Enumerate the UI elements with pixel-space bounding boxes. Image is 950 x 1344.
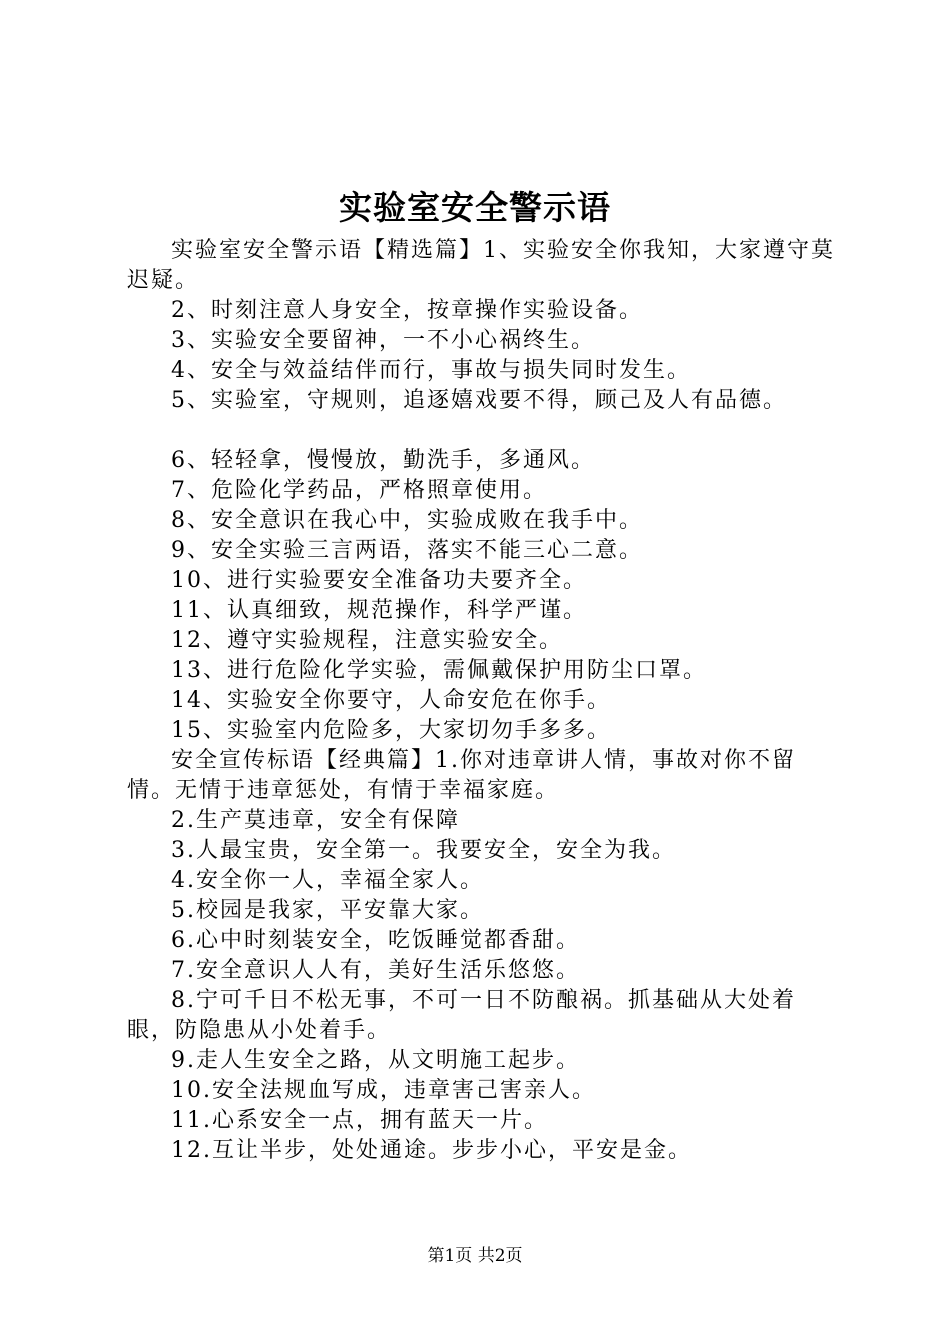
- document-title: 实验室安全警示语: [339, 188, 611, 227]
- paragraph-5: 5、实验室，守规则，追逐嬉戏要不得，顾己及人有品德。: [171, 388, 787, 413]
- paragraph-11: 11、认真细致，规范操作，科学严谨。: [171, 598, 587, 623]
- paragraph-14: 14、实验安全你要守，人命安危在你手。: [171, 688, 611, 713]
- paragraph-26: 11.心系安全一点，拥有蓝天一片。: [171, 1108, 548, 1133]
- paragraph-15: 15、实验室内危险多，大家切勿手多多。: [171, 718, 611, 743]
- paragraph-2: 2、时刻注意人身安全，按章操作实验设备。: [171, 298, 643, 323]
- paragraph-18: 3.人最宝贵，安全第一。我要安全，安全为我。: [171, 838, 676, 863]
- paragraph-27: 12.互让半步，处处通途。步步小心，平安是金。: [171, 1138, 692, 1163]
- paragraph-24: 9.走人生安全之路，从文明施工起步。: [171, 1048, 580, 1073]
- paragraph-3: 3、实验安全要留神，一不小心祸终生。: [171, 328, 595, 353]
- paragraph-21: 6.心中时刻装安全，吃饭睡觉都香甜。: [171, 928, 580, 953]
- paragraph-13: 13、进行危险化学实验，需佩戴保护用防尘口罩。: [171, 658, 707, 683]
- paragraph-10: 10、进行实验要安全准备功夫要齐全。: [171, 568, 587, 593]
- paragraph-22: 7.安全意识人人有，美好生活乐悠悠。: [171, 958, 580, 983]
- document-body: [127, 236, 837, 1166]
- paragraph-9: 9、安全实验三言两语，落实不能三心二意。: [171, 538, 643, 563]
- paragraph-4: 4、安全与效益结伴而行，事故与损失同时发生。: [171, 358, 691, 383]
- paragraph-1: 实验室安全警示语【精选篇】1、实验安全你我知，大家遵守莫迟疑。: [127, 238, 835, 293]
- paragraph-16: 安全宣传标语【经典篇】1.你对违章讲人情，事故对你不留情。无情于违章惩处，有情于幸福家庭。: [127, 748, 796, 803]
- paragraph-7: 7、危险化学药品，严格照章使用。: [171, 478, 547, 503]
- paragraph-23: 8.宁可千日不松无事，不可一日不防酿祸。抓基础从大处着眼，防隐患从小处着手。: [127, 988, 796, 1043]
- paragraph-17: 2.生产莫违章，安全有保障: [171, 808, 460, 833]
- page-number-footer: 第1页 共2页: [427, 1246, 523, 1266]
- paragraph-25: 10.安全法规血写成，违章害己害亲人。: [171, 1078, 596, 1103]
- paragraph-8: 8、安全意识在我心中，实验成败在我手中。: [171, 508, 643, 533]
- paragraph-19: 4.安全你一人，幸福全家人。: [171, 868, 484, 893]
- paragraph-20: 5.校园是我家，平安靠大家。: [171, 898, 484, 923]
- paragraph-12: 12、遵守实验规程，注意实验安全。: [171, 628, 563, 653]
- paragraph-6: 6、轻轻拿，慢慢放，勤洗手，多通风。: [171, 448, 595, 473]
